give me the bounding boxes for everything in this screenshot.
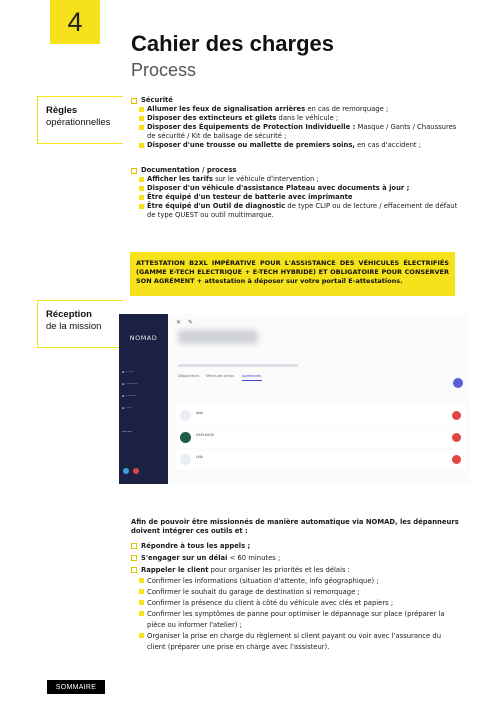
list-item: Disposer d'une trousse ou mallette de premiers soins, en cas d'accident ; (131, 141, 461, 150)
nomad-intro: Afin de pouvoir être missionnés de manière automatique via NOMAD, les dépanneurs doivent intégrer ces outils et : (131, 518, 459, 535)
avatar (180, 454, 191, 465)
sidebar-nav-placeholder: ── ── (122, 430, 132, 434)
blurred-info-line (178, 364, 298, 367)
bullet-square-icon (139, 589, 144, 594)
list-item: Disposer des extincteurs et gilets dans le véhicule ; (131, 114, 461, 123)
documentation-section (131, 166, 461, 220)
bullet-square-icon (139, 125, 144, 130)
nomad-sidebar (119, 314, 168, 484)
list-item: Allumer les feux de signalisation arrières en cas de remorquage ; (131, 105, 461, 114)
table-row[interactable] (176, 406, 466, 426)
bullet-square-icon (139, 116, 144, 121)
avatar (180, 410, 191, 421)
nomad-main-panel (168, 314, 469, 484)
row-name: ANA (196, 411, 203, 415)
check-item: S'engager sur un délai < 60 minutes ; (131, 552, 461, 564)
nomad-app-screenshot (119, 314, 469, 484)
label-reception-line2: de la mission (46, 321, 102, 332)
bullet-square-icon (139, 195, 144, 200)
sidebar-nav-placeholder: ▪ ─── (122, 406, 132, 410)
securite-heading: Sécurité (131, 96, 461, 105)
list-item: Disposer des Équipements de Protection Individuelle : Masque / Gants / Chaussures de sécurité / Kit de balisage de sécurité ; (131, 123, 461, 141)
checkbox-icon (131, 98, 137, 104)
delete-icon[interactable] (452, 455, 461, 464)
b2xl-attestation-banner: ATTESTATION B2XL IMPÉRATIVE POUR L'ASSISTANCE DES VÉHICULES ÉLECTRIFIÉS (GAMME E-TECH ELECTRIQUE + E-TECH HYBRIDE) ET OBLIGATOIRE POUR CONSERVER SON AGRÉMENT + attestation à déposer sur votre portail E-attestations. (130, 252, 455, 296)
list-item: Afficher les tarifs sur le véhicule d'intervention ; (131, 175, 461, 184)
bullet-square-icon (139, 186, 144, 191)
add-button[interactable] (453, 378, 463, 388)
sidebar-nav-placeholder: ▪ ───── (122, 394, 137, 398)
page-title: Cahier des charges (131, 31, 334, 56)
label-regles-line1: Règles (46, 105, 78, 116)
avatar (180, 432, 191, 443)
page-subtitle: Process (131, 60, 197, 80)
list-item: Confirmer les informations (situation d'attente, info géographique) ; (131, 576, 461, 587)
tab-vehicules-servis[interactable]: Véhicules servis (206, 374, 234, 378)
sommaire-button[interactable]: SOMMAIRE (47, 680, 105, 694)
list-item: Confirmer la présence du client à côté du véhicule avec clés et papiers ; (131, 598, 461, 609)
list-item: Être équipé d'un testeur de batterie avec imprimante (131, 193, 461, 202)
list-item: Confirmer les symptômes de panne pour optimiser le dépannage sur place (préparer la pièce ou informer l'atelier) ; (131, 609, 461, 631)
list-item: Disposer d'un véhicule d'assistance Plateau avec documents à jour ; (131, 184, 461, 193)
bullet-square-icon (139, 611, 144, 616)
status-dot-icon (133, 468, 139, 474)
checkbox-icon (131, 555, 137, 561)
nomad-requirements-section (131, 518, 461, 653)
edit-icon[interactable]: ✎ (188, 319, 194, 326)
delete-icon[interactable] (452, 411, 461, 420)
bullet-square-icon (139, 143, 144, 148)
sidebar-nav-placeholder: ▪ ──── (122, 370, 134, 374)
bullet-square-icon (139, 633, 144, 638)
chapter-number-box (50, 0, 100, 44)
checkbox-icon (131, 567, 137, 573)
blurred-garage-name (178, 330, 258, 344)
nomad-brand: NOMAD (129, 334, 158, 342)
row-name: LMA (196, 455, 203, 459)
documentation-heading: Documentation / process (131, 166, 461, 175)
bullet-square-icon (139, 177, 144, 182)
check-item: Rappeler le client pour organiser les priorités et les délais : (131, 564, 461, 576)
label-regles-operationnelles (37, 96, 123, 144)
checkbox-icon (131, 168, 137, 174)
label-reception-mission (37, 300, 123, 348)
close-icon[interactable]: ✕ (176, 319, 182, 326)
chapter-number: 4 (67, 6, 83, 37)
checkbox-icon (131, 543, 137, 549)
label-regles-line2: opérationnelles (46, 117, 111, 128)
row-name: HAPLAUGE (196, 433, 214, 437)
bullet-square-icon (139, 578, 144, 583)
delete-icon[interactable] (452, 433, 461, 442)
table-row[interactable] (176, 450, 466, 470)
tab-agrements[interactable]: Agréments (242, 374, 262, 378)
bullet-square-icon (139, 204, 144, 209)
sidebar-nav-placeholder: ▪ ────── (122, 382, 139, 386)
label-reception-line1: Réception (46, 309, 92, 320)
status-dot-icon (123, 468, 129, 474)
table-row[interactable] (176, 428, 466, 448)
bullet-square-icon (139, 107, 144, 112)
securite-section (131, 96, 461, 150)
check-item: Répondre à tous les appels ; (131, 540, 461, 552)
bullet-square-icon (139, 600, 144, 605)
active-tab-underline (242, 380, 262, 381)
list-item: Organiser la prise en charge du règlement si client payant ou voir avec l'assurance du client (préparer une prise en charge avec l'assisteur). (131, 631, 461, 653)
list-item: Être équipé d'un Outil de diagnostic de type CLIP ou de lecture / effacement de défaut de type QUEST ou outil multimarque. (131, 202, 461, 220)
tab-depanneurs[interactable]: Dépanneurs (178, 374, 200, 378)
list-item: Confirmer le souhait du garage de destination si remorquage ; (131, 587, 461, 598)
